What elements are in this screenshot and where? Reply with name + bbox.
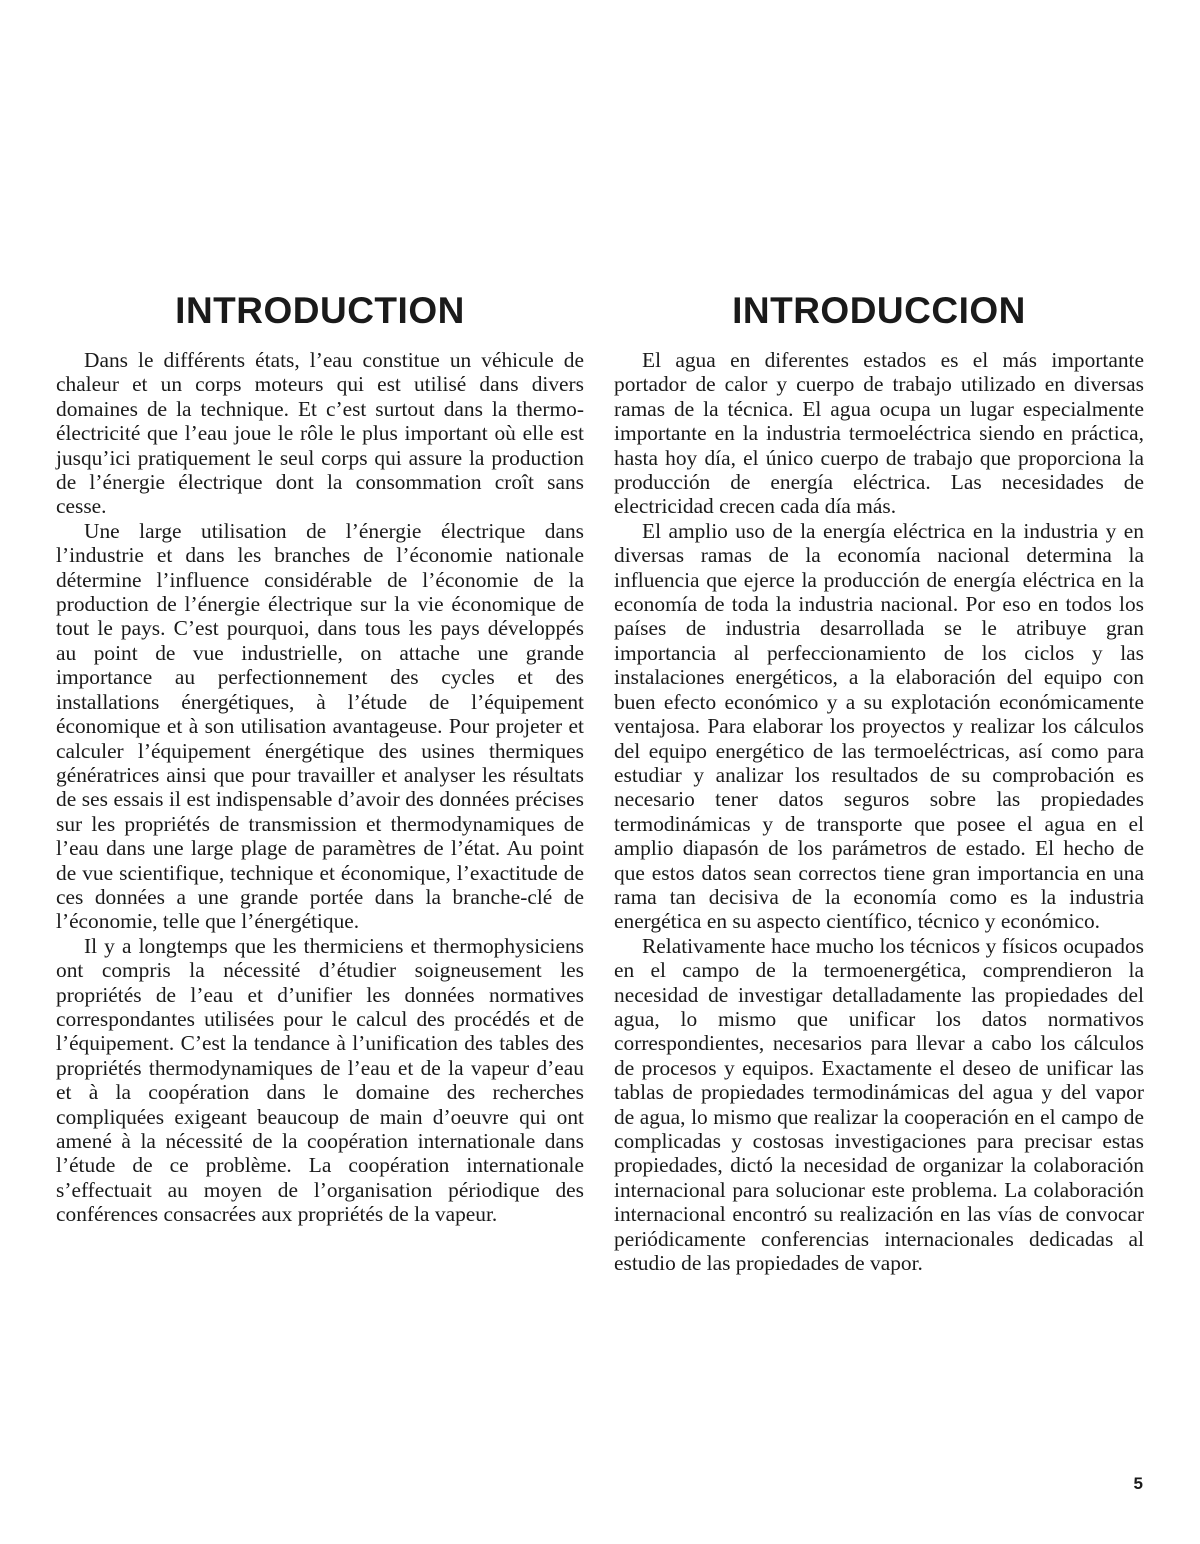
spanish-paragraph-3: Relativamente hace mucho los técnicos y físicos ocupados en el campo de la termoenergética, comprendieron la necesidad de investigar detalladamente las propiedades del agua, lo mismo que unificar los datos normativos correspondientes, necesarios para llevar a cabo los cálculos de procesos y equipos. Exactamente el deseo de unificar las tablas de propiedades termodinámicas del agua y del vapor de agua, lo mismo que realizar la cooperación en el campo de complicadas y costosas investigaciones para precisar estas propiedades, dictó la necesidad de organizar la colaboración internacional para solucionar este problema. La colaboración internacional encontró su realización en las vías de convocar periódicamente conferencias internacionales dedicadas al estudio de las propiedades de vapor.	[614, 933, 1144, 1276]
french-paragraph-1: Dans le différents états, l’eau constitue un véhicule de chaleur et un corps moteurs qui est utilisé dans divers domaines de la technique. Et c’est surtout dans la thermo-électricité que l’eau joue le rôle le plus important où elle est jusqu’ici pratiquement le seul corps qui assure la production de l’énergie électrique dont la consommation croît sans cesse.	[56, 348, 584, 519]
spanish-column	[614, 288, 1144, 1275]
page-number: 5	[1133, 1474, 1143, 1493]
french-title: INTRODUCTION	[175, 290, 465, 331]
french-paragraph-2: Une large utilisation de l’énergie électrique dans l’industrie et dans les branches de l’économie nationale détermine l’influence considérable de l’économie de la production de l’énergie électrique sur la vie économique de tout le pays. C’est pourquoi, dans tous les pays développés au point de vue industrielle, on attache une grande importance au perfectionnement des cycles et des installations énergétiques, à l’étude de l’équipement économique et à son utilisation avantageuse. Pour projeter et calculer l’équipement énergétique des usines thermiques génératrices ainsi que pour travailler et analyser les résultats de ses essais il est indispensable d’avoir des données précises sur les propriétés de transmission et thermodynamiques de l’eau dans une large plage de paramètres de l’état. Au point de vue scientifique, technique et économique, l’exactitude de ces données a une grande portée dans la branche-clé de l’économie, telle que l’énergétique.	[56, 518, 584, 934]
spanish-title: INTRODUCCION	[732, 290, 1026, 331]
french-paragraph-3: Il y a longtemps que les thermiciens et thermophysiciens ont compris la nécessité d’étudier soigneusement les propriétés de l’eau et d’unifier les données normatives correspondantes utilisées pour le calcul des procédés et de l’équipement. C’est la tendance à l’unification des tables des propriétés thermodynamiques de l’eau et de la vapeur d’eau et à la coopération dans le domaine des recherches compliquées exigeant beaucoup de main d’oeuvre qui ont amené à la nécessité de la coopération internationale dans l’étude de ce problème. La coopération internationale s’effectuait au moyen de l’organisation périodique des conférences consacrées aux propriétés de la vapeur.	[56, 933, 584, 1227]
french-column	[56, 288, 584, 1227]
spanish-paragraph-2: El amplio uso de la energía eléctrica en la industria y en diversas ramas de la economía nacional determina la influencia que ejerce la producción de energía eléctrica en la economía de toda la industria nacional. Por eso en todos los países de industria desarrollada se le atribuye gran importancia al perfeccionamiento de los ciclos y las instalaciones energéticos, a la elaboración del equipo con buen efecto económico y a su explotación económicamente ventajosa. Para elaborar los proyectos y realizar los cálculos del equipo energético de las termoeléctricas, así como para estudiar y analizar los resultados de su comprobación es necesario tener datos seguros sobre las propiedades termodinámicas y de transporte que posee el agua en el amplio diapasón de los parámetros de estado. El hecho de que estos datos sean correctos tiene gran importancia en una rama tan decisiva de la economía como es la industria energética en su aspecto científico, técnico y económico.	[614, 518, 1144, 934]
spanish-paragraph-1: El agua en diferentes estados es el más importante portador de calor y cuerpo de trabajo utilizado en diversas ramas de la técnica. El agua ocupa un lugar especialmente importante en la industria termoeléctrica siendo en práctica, hasta hoy día, el único cuerpo de trabajo que proporciona la producción de energía eléctrica. Las necesidades de electricidad crecen cada día más.	[614, 348, 1144, 519]
